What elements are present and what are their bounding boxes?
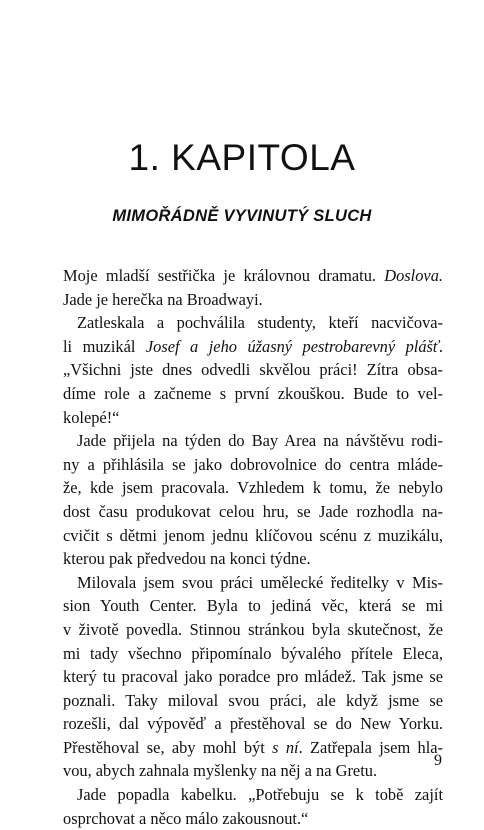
text-line: v životě povedla. Stinnou stránkou byla skutečnost, že [63,619,443,639]
text-line: který tu pracoval jako poradce pro mládež. Tak jsme se [63,667,443,687]
text-line: díme role a začneme s první zkouškou. Bude to vel- [63,383,443,403]
italic-text: Doslova. [384,266,443,285]
text-line: cvičit s dětmi jenom jednu klíčovou scénu z muzikálu, [63,525,443,545]
paragraph [63,783,443,830]
text-line: Jade popadla kabelku. „Potřebuju se k tobě zajít [77,785,443,805]
paragraph [63,311,443,429]
text-line: kterou pak předvedou na konci týdne. [63,549,311,569]
text-line: li muzikál Josef a jeho úžasný pestrobarevný plášť. [63,336,443,356]
text-line: dost času produkovat celou hru, se Jade rozhodla na- [63,501,443,521]
page-number: 9 [434,752,442,769]
text-line: osprchovat a něco málo zakousnout.“ [63,808,309,828]
text-line: poznali. Taky miloval svou práci, ale když jsme se [63,690,443,710]
paragraph [63,429,443,571]
chapter-subtitle: MIMOŘÁDNĚ VYVINUTÝ SLUCH [112,207,372,225]
text-line: vou, abych zahnala myšlenky na něj a na Gretu. [63,761,378,781]
italic-text: Josef a jeho úžasný pestrobarevný plášť [145,336,439,356]
text-line: Jade přijela na týden do Bay Area na návštěvu rodi- [77,431,443,451]
text-line: mi tady všechno připomínalo bývalého přítele Eleca, [63,643,443,663]
text-line: že, kde jsem pracovala. Vzhledem k tomu, že nebylo [63,478,443,498]
paragraph [63,571,443,783]
text-line: Zatleskala a pochválila studenty, kteří nacvičova- [77,313,443,333]
text-line: Milovala jsem svou práci umělecké ředitelky v Mis- [77,572,443,592]
text-line: kolepé!“ [63,407,120,427]
chapter-title: 1. KAPITOLA [128,137,356,178]
text-line: „Všichni jste dnes odvedli skvělou práci! Zítra obsa- [63,360,443,380]
text-line: rozešli, dal výpověď a přestěhoval se do New Yorku. [63,714,443,734]
text-line: Jade je herečka na Broadwayi. [63,289,263,309]
text-line: Moje mladší sestřička je královnou dramatu. Doslova. [63,266,443,285]
body-text [63,264,443,830]
paragraph [63,264,443,311]
text-line: Přestěhoval se, aby mohl být s ní. Zatřepala jsem hla- [63,737,443,757]
text-line: sion Youth Center. Byla to jediná věc, která se mi [63,596,443,616]
italic-text: s ní [272,737,299,757]
text-line: ny a přihlásila se jako dobrovolnice do centra mláde- [63,454,443,474]
